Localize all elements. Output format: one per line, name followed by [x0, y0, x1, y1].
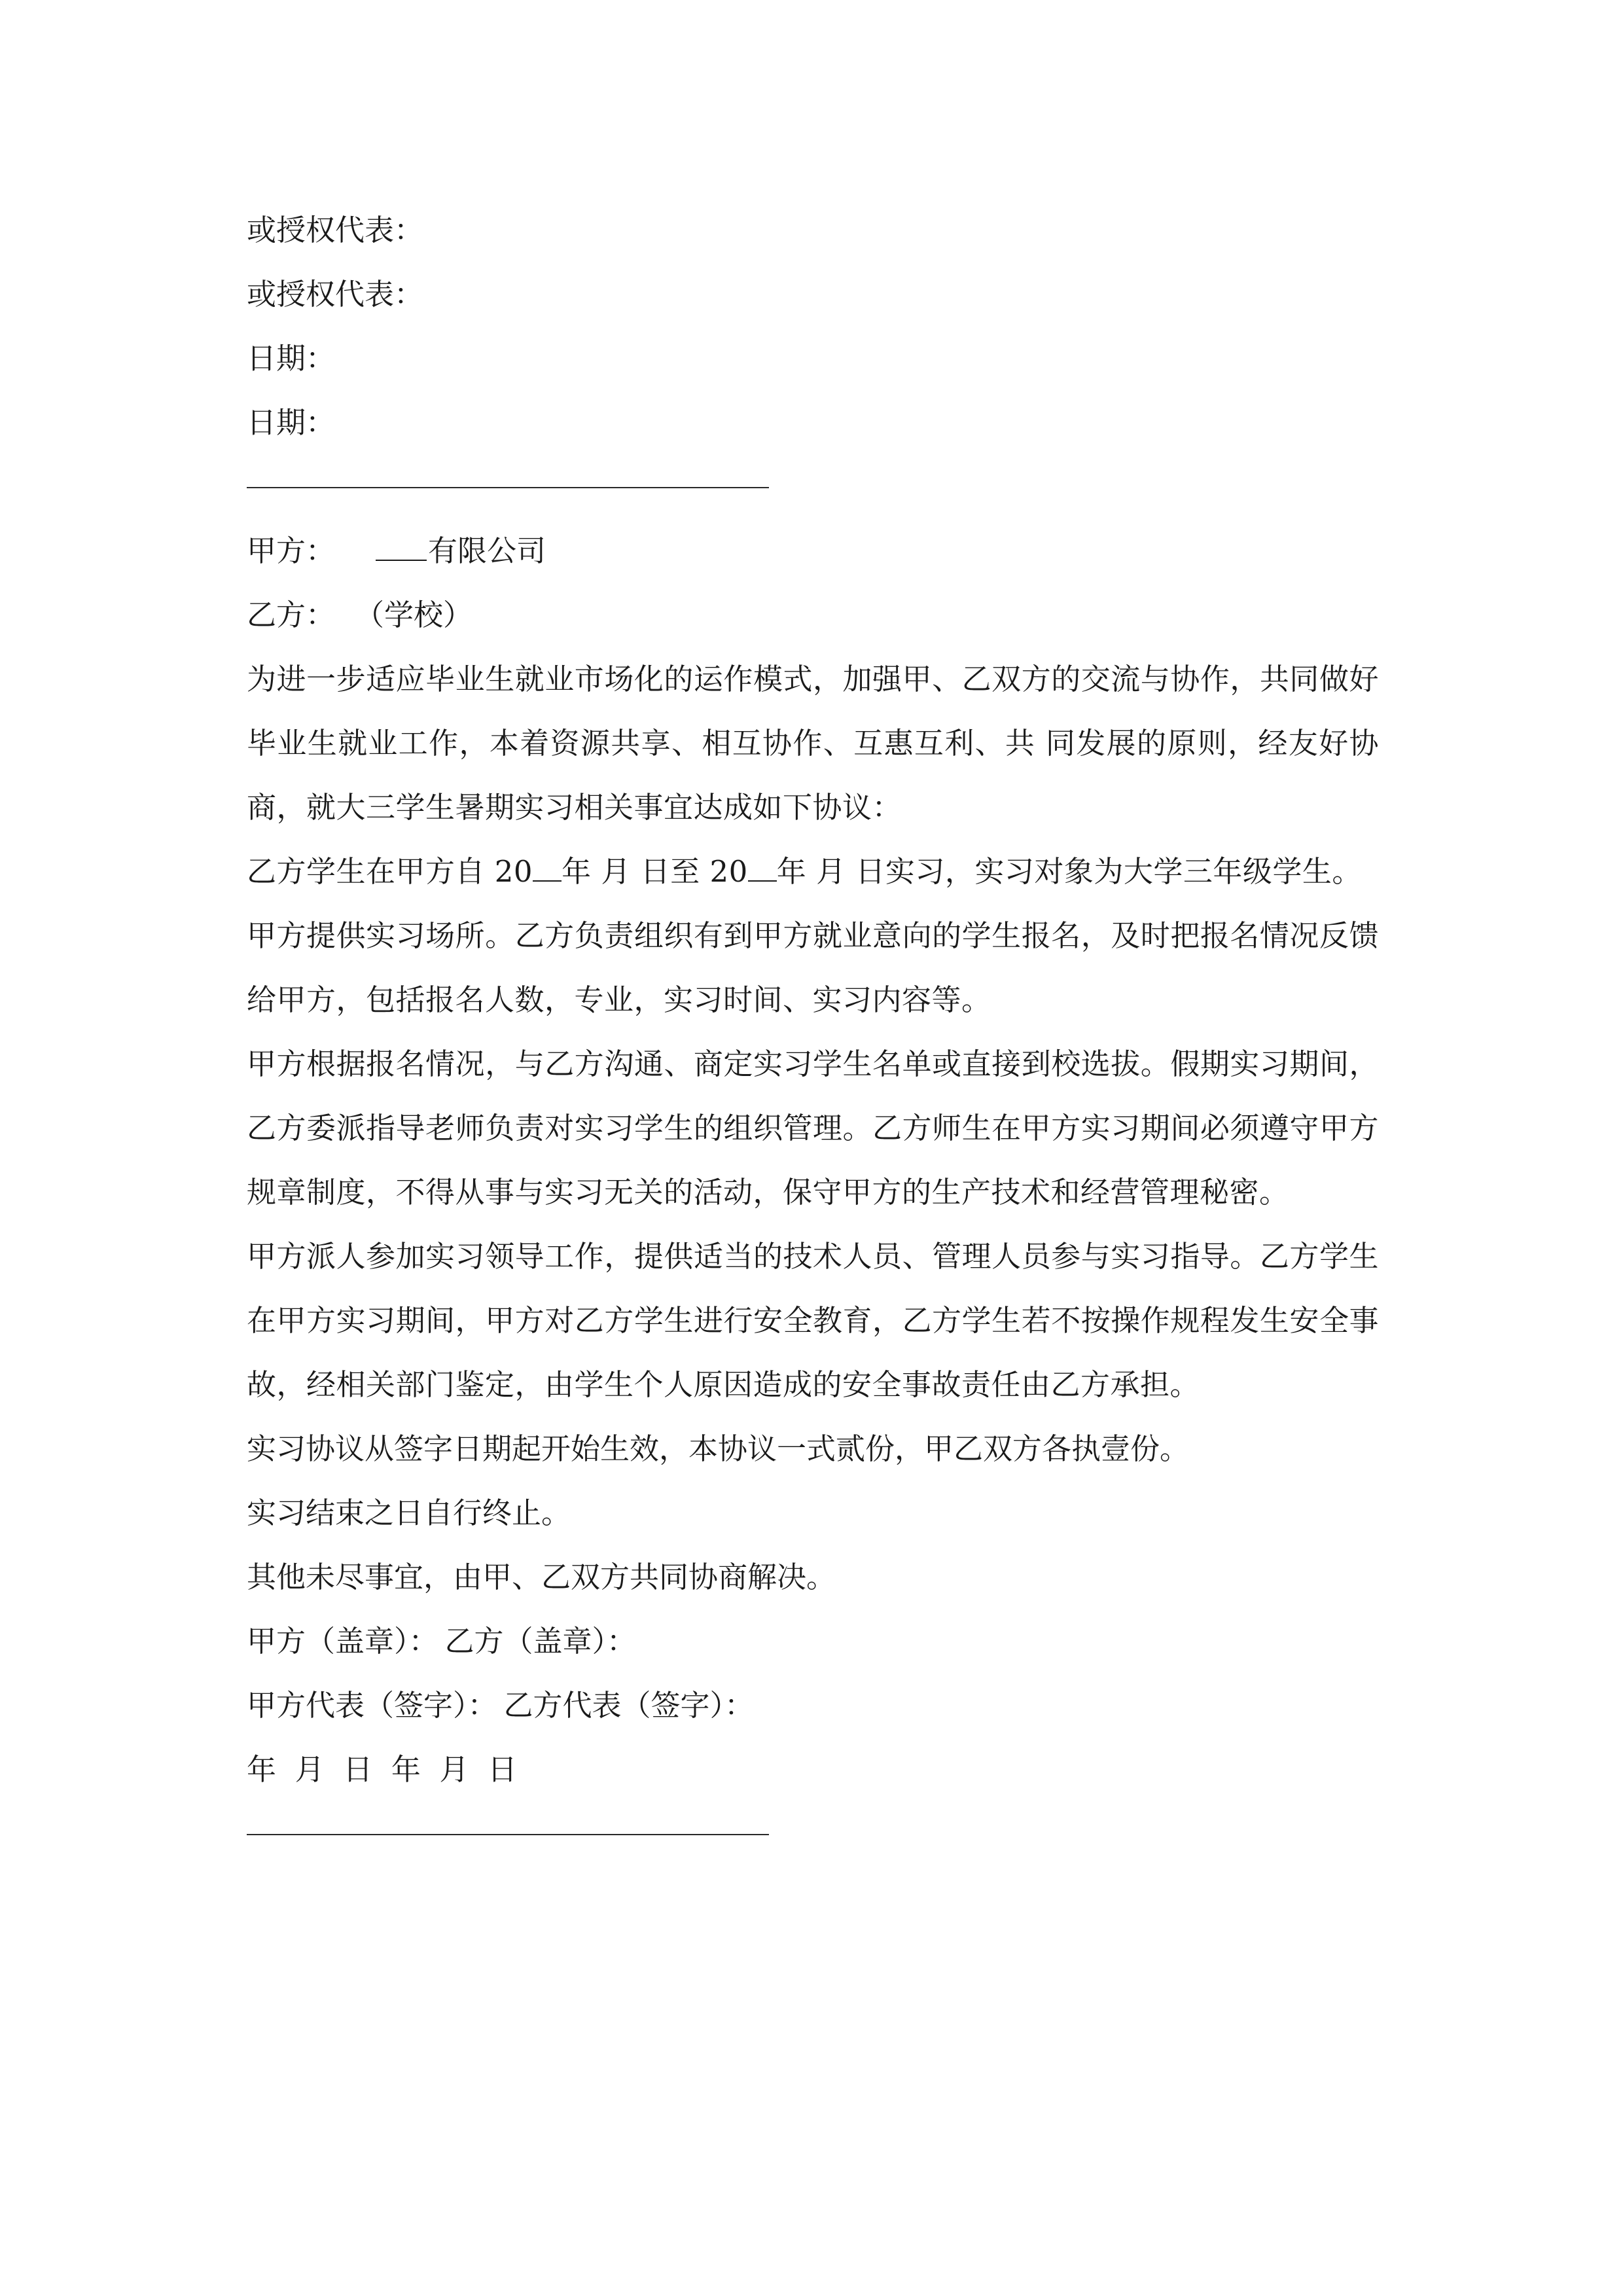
date-line-2: 日期：	[247, 405, 336, 440]
party-a-name-blank	[376, 535, 427, 561]
signature-line	[247, 1674, 1379, 1738]
effective-clause: 实习协议从签字日期起开始生效，本协议一式贰份，甲乙双方各执壹份。	[247, 1431, 1190, 1466]
safety-clause: 甲方派人参加实习领导工作，提供适当的技术人员、管理人员参与实习指导。乙方学生在甲方实习期间，甲方对乙方学生进行安全教育，乙方学生若不按操作规程发生安全事故，经相关部门鉴定，由学生个人原因造成的安全事故责任由乙方承担。	[247, 1239, 1379, 1402]
date-line-1: 日期：	[247, 341, 336, 376]
party-b-line	[247, 583, 1379, 647]
internship-period-paragraph	[247, 840, 1379, 904]
section-divider-bottom	[247, 1802, 1379, 1866]
intro-paragraph: 为进一步适应毕业生就业市场化的运作模式，加强甲、乙双方的交流与协作，共同做好毕业生就业工作，本着资源共享、相互协作、互惠互利、共 同发展的原则，经友好协商，就大三学生暑期实习相关事宜达成如下协议：	[247, 662, 1379, 825]
party-a-seal: 甲方（盖章）：	[247, 1624, 438, 1659]
document-body	[247, 198, 1379, 1866]
authorized-rep-line-1: 或授权代表：	[247, 213, 424, 247]
party-b-label: 乙方：	[247, 598, 336, 632]
party-a-line	[247, 519, 1379, 583]
period-middle: 年 月 日至 20	[562, 854, 748, 889]
other-matters-clause: 其他未尽事宜，由甲、乙双方共同协商解决。	[247, 1560, 836, 1594]
termination-clause: 实习结束之日自行终止。	[247, 1496, 571, 1530]
party-a-signature: 甲方代表（签字）：	[247, 1688, 497, 1723]
party-a-label: 甲方：	[247, 533, 336, 568]
party-b-signature: 乙方代表（签字）：	[503, 1688, 755, 1723]
authorized-rep-line-2: 或授权代表：	[247, 277, 424, 312]
party-b-name: （学校）	[355, 598, 473, 632]
signing-date-line: 年 月 日 年 月 日	[247, 1752, 518, 1787]
selection-clause: 甲方根据报名情况，与乙方沟通、商定实习学生名单或直接到校选拔。假期实习期间，乙方委派指导老师负责对实习学生的组织管理。乙方师生在甲方实习期间必须遵守甲方规章制度，不得从事与实习无关的活动，保守甲方的生产技术和经营管理秘密。	[247, 1047, 1379, 1210]
year-blank-1	[533, 855, 562, 882]
period-prefix: 乙方学生在甲方自 20	[247, 854, 533, 889]
party-b-seal: 乙方（盖章）：	[444, 1624, 637, 1659]
seal-line	[247, 1609, 1379, 1674]
party-a-name: 有限公司	[428, 533, 546, 568]
period-suffix: 年 月 日实习，实习对象为大学三年级学生。	[776, 854, 1362, 889]
section-divider-top	[247, 455, 1379, 519]
venue-clause: 甲方提供实习场所。乙方负责组织有到甲方就业意向的学生报名，及时把报名情况反馈给甲方，包括报名人数，专业，实习时间、实习内容等。	[247, 918, 1379, 1017]
year-blank-2	[748, 855, 777, 882]
